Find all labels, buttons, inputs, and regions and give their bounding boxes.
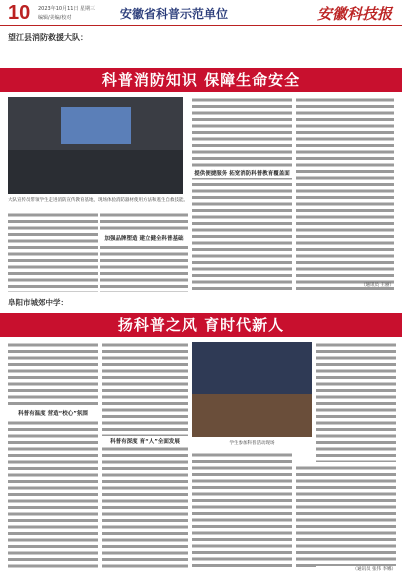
issue-date: 2023年10月11日 星期三	[38, 6, 96, 12]
article2-photo	[192, 342, 312, 437]
article1-photo-caption: 大队宣传员带领学生走进消防宣传教育基地，现场体验消防器材使用方法和逃生自救技能。	[8, 198, 188, 203]
text-lines	[8, 342, 98, 568]
text-lines	[102, 342, 188, 568]
text-lines	[100, 212, 188, 292]
classroom-floor	[192, 394, 312, 437]
article1-byline: （通讯员 王丽）	[361, 283, 394, 288]
article1-col4-text	[296, 97, 394, 292]
article1-headline-band	[0, 68, 402, 92]
editor-line: 编辑/美编/校对	[38, 15, 72, 21]
text-lines	[8, 212, 98, 292]
text-lines	[316, 342, 396, 462]
article1-photo	[8, 97, 183, 194]
text-lines	[192, 97, 292, 292]
article1-subhead-2: 提供便捷服务 拓宽消防科普教育覆盖面	[192, 168, 292, 178]
article2-col5-text	[296, 465, 396, 568]
page-header	[0, 0, 402, 26]
article1-headline: 科普消防知识 保障生命安全	[101, 71, 301, 89]
article1-col2-text	[100, 212, 188, 292]
masthead-logo: 安徽科技报	[316, 5, 392, 23]
article1-col3-text	[192, 97, 292, 292]
article2-headline: 扬科普之风 育时代新人	[117, 316, 285, 334]
text-lines	[296, 97, 394, 292]
article2-subhead-2: 科普有深度 育“人”全面发展	[102, 436, 188, 446]
article2-col3-text	[192, 452, 292, 568]
article2-byline: （通讯员 张伟 李娜）	[316, 566, 396, 573]
page-number: 10	[8, 2, 31, 24]
article1-col1-text	[8, 212, 98, 292]
text-lines	[192, 452, 292, 568]
article2-col2-text	[102, 342, 188, 568]
exhibit-floor	[8, 150, 183, 194]
text-lines	[296, 465, 396, 568]
exhibit-screen	[61, 107, 131, 144]
article1-subhead-1: 加强品牌塑造 建立健全科普基础	[100, 233, 188, 243]
article2-photo-caption: 学生参加科普活动现场	[229, 441, 275, 446]
article2-col4-text	[316, 342, 396, 462]
article2-col1-text	[8, 342, 98, 568]
article2-subhead-1: 科普有温度 营造“校心”氛围	[8, 408, 98, 418]
article1-kicker: 望江县消防救援大队：	[8, 33, 88, 42]
section-title: 安徽省科普示范单位	[120, 7, 229, 21]
article2-headline-band	[0, 313, 402, 337]
article2-kicker: 阜阳市城郊中学：	[8, 298, 68, 307]
